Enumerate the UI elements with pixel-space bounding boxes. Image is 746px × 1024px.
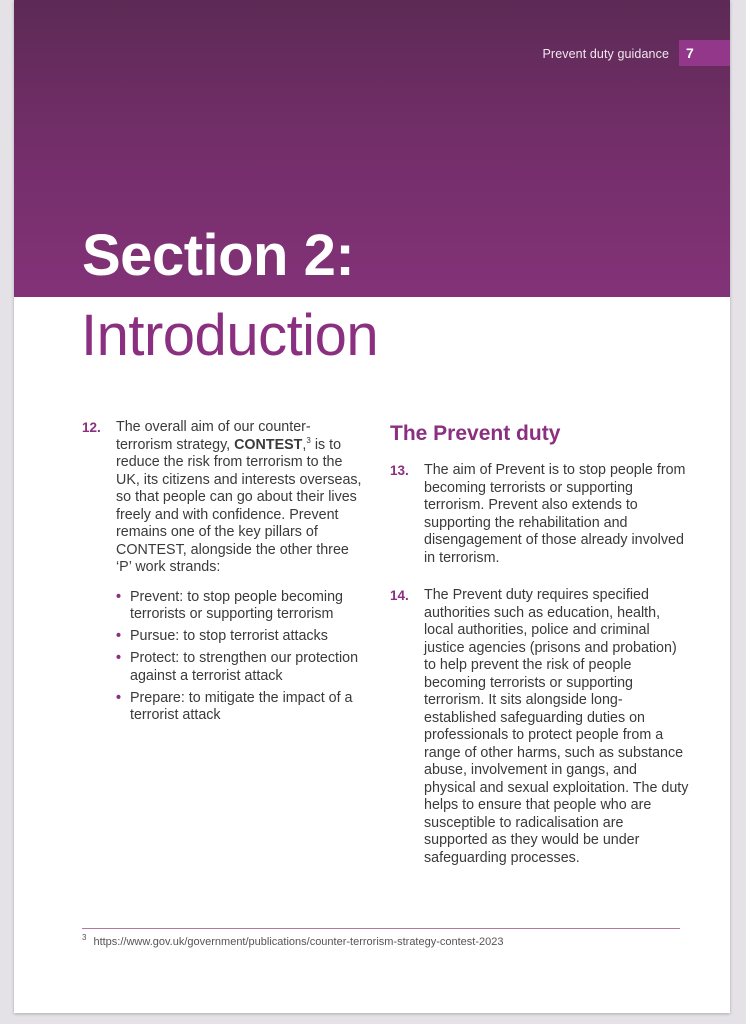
section-title: Introduction: [81, 303, 379, 368]
paragraph-text: The overall aim of our counter-terrorism strategy, CONTEST,$^3$ is to reduce the risk from terrorism to the UK, its citizens and interests overseas, so that people can go about their lives freely and with confidence. Prevent remains one of the key pillars of CONTEST, alongside the other three ‘P’ work strands:: [116, 419, 362, 575]
list-item-text: Protect: to strengthen our protection against a terrorist attack: [130, 650, 359, 684]
footnote: [82, 933, 504, 948]
list-item-text: Pursue: to stop terrorist attacks: [130, 628, 328, 644]
list-item-text: Prepare: to mitigate the impact of a terrorist attack: [130, 689, 353, 723]
footnote-reference[interactable]: 3: [306, 435, 311, 445]
guide-title: Prevent duty guidance: [542, 47, 669, 61]
right-column: [390, 420, 690, 867]
header-banner: [14, 0, 730, 297]
list-item: [116, 689, 367, 725]
paragraph-text: The aim of Prevent is to stop people from becoming terrorists or supporting terrorism. Prevent also extends to supporting the rehabilitation and disengagement of those already involved in terrorism.: [424, 462, 686, 566]
bullet-icon: •: [116, 650, 122, 666]
section-number: Section 2:: [82, 223, 355, 288]
page-number: 7: [679, 40, 730, 66]
paragraph-14: [390, 587, 690, 867]
paragraph-12: [82, 419, 367, 577]
contest-term: CONTEST: [234, 436, 303, 453]
list-item: [116, 628, 367, 646]
paragraph-text: The Prevent duty requires specified authorities such as education, health, local authorities, police and criminal justice agencies (prisons and probation) to help prevent the risk of people becoming terrorists or supporting terrorism. It sits alongside long-established safeguarding duties on professionals to protect people from a range of other harms, such as substance abuse, involvement in gangs, and physical and sexual exploitation. The duty helps to ensure that people who are susceptible to radicalisation are supported as they would be under safeguarding processes.: [424, 587, 689, 866]
left-column: [82, 419, 367, 729]
paragraph-number: 12.: [82, 420, 101, 435]
bullet-icon: •: [116, 628, 122, 644]
document-page: [14, 0, 730, 1013]
paragraph-number: 14.: [390, 588, 409, 603]
strands-list: [82, 589, 367, 725]
text-segment: is to reduce the risk from terrorism to the UK, its citizens and interests overseas, so that people can go about their lives freely and with confidence. Prevent remains one of the key pillars of CONTEST, alongside the other three ‘P’ work strands:: [116, 436, 362, 575]
footnote-link[interactable]: https://www.gov.uk/government/publications/counter-terrorism-strategy-contest-2023: [93, 936, 504, 948]
subheading: The Prevent duty: [390, 422, 561, 445]
bullet-icon: •: [116, 588, 122, 605]
list-item: [116, 650, 367, 685]
list-item: [116, 588, 367, 624]
list-item-text: Prevent: to stop people becoming terrorists or supporting terrorism: [130, 588, 344, 622]
footnote-mark: 3: [82, 933, 87, 943]
footnote-divider: [82, 928, 680, 929]
text-segment: The overall aim of our counter-terrorism strategy,: [116, 419, 311, 453]
bullet-icon: •: [116, 689, 122, 706]
paragraph-number: 13.: [390, 463, 409, 478]
paragraph-13: [390, 462, 690, 567]
